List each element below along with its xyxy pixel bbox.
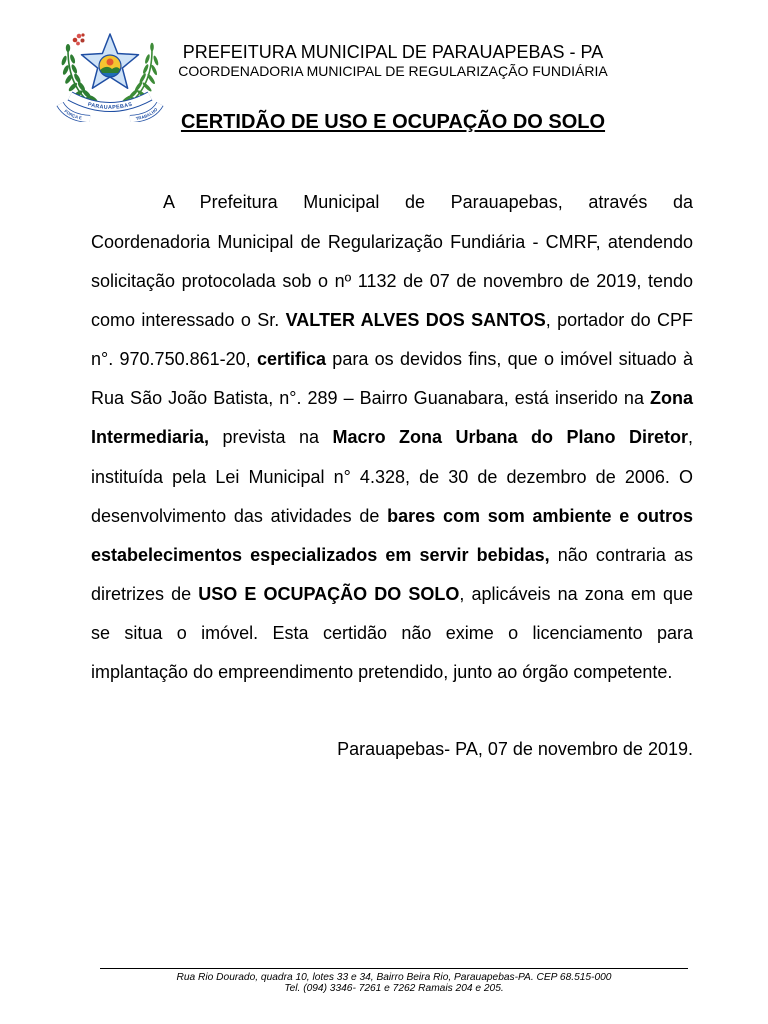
department-name: COORDENADORIA MUNICIPAL DE REGULARIZAÇÃO FUNDIÁRIA [178, 63, 608, 79]
body-line [91, 653, 693, 692]
body-text: Coordenadoria Municipal de Regularização Fundiária - CMRF, atendendo [91, 231, 693, 252]
ribbon-banner [70, 96, 150, 111]
footer-divider [100, 968, 688, 969]
body-line [91, 536, 693, 575]
body-text: desenvolvimento das atividades de [91, 505, 388, 526]
body-text: não contraria as [549, 544, 694, 565]
body-text: , portador do CPF [545, 309, 693, 330]
body-text: diretrizes de [91, 584, 199, 605]
body-line [91, 340, 693, 379]
footer [94, 972, 694, 994]
body-line [91, 458, 693, 497]
body-line [91, 497, 693, 536]
body-text: n°. 970.750.861-20, [91, 349, 257, 370]
zone-name: Zona [650, 388, 693, 409]
body-line [91, 418, 693, 457]
body-line [91, 575, 693, 614]
body-text: solicitação protocolada sob o nº 1132 de 07 de novembro de 2019, tendo [91, 270, 693, 291]
body-text: , [687, 427, 693, 448]
ribbon-city-text: PARAUAPEBAS [86, 101, 134, 111]
body-text: se situa o imóvel. Esta certidão não exime o licenciamento para [91, 623, 693, 644]
body-text: implantação do empreendimento pretendido, junto ao órgão competente. [91, 662, 673, 683]
activity-description: bares com som ambiente e outros [387, 505, 693, 526]
footer-phone: Tel. (094) 3346- 7261 e 7262 Ramais 204 e 205. [284, 983, 504, 994]
body-line [91, 223, 693, 262]
activity-description: estabelecimentos especializados em servir bebidas, [91, 544, 550, 565]
footer-address: Rua Rio Dourado, quadra 10, lotes 33 e 34, Bairro Beira Rio, Parauapebas-PA. CEP 68.515-000 [176, 972, 612, 983]
flower-cluster [73, 33, 85, 45]
zone-name: Intermediaria, [91, 427, 210, 448]
motto-right-text: TRABALHO [135, 106, 159, 121]
place-and-date: Parauapebas- PA, 07 de novembro de 2019. [337, 739, 693, 760]
certificate-body [91, 183, 693, 692]
macro-zone-name: Macro Zona Urbana do Plano Diretor [332, 427, 688, 448]
body-line [91, 183, 693, 222]
body-line [91, 614, 693, 653]
land-use-term: USO E OCUPAÇÃO DO SOLO [198, 584, 460, 605]
document-title [93, 110, 693, 134]
motto-left-text: FORÇA E [63, 108, 83, 121]
body-line [91, 301, 693, 340]
body-text: , aplicáveis na zona em que [459, 584, 694, 605]
certifies-keyword: certifica [256, 349, 326, 370]
body-text: A Prefeitura Municipal de Parauapebas, através da [163, 192, 693, 213]
body-text: instituída pela Lei Municipal n° 4.328, de 30 de dezembro de 2006. O [91, 466, 693, 487]
body-text: para os devidos fins, que o imóvel situado à [326, 349, 693, 370]
interested-party-name: VALTER ALVES DOS SANTOS [285, 309, 546, 330]
body-line [91, 379, 693, 418]
body-line [91, 262, 693, 301]
body-text: prevista na [209, 427, 333, 448]
organization-name: PREFEITURA MUNICIPAL DE PARAUAPEBAS - PA [182, 42, 604, 62]
body-text: como interessado o Sr. [91, 309, 286, 330]
document-title-text: CERTIDÃO DE USO E OCUPAÇÃO DO SOLO [180, 111, 606, 133]
body-text: Rua São João Batista, n°. 289 – Bairro Guanabara, está inserido na [91, 388, 650, 409]
